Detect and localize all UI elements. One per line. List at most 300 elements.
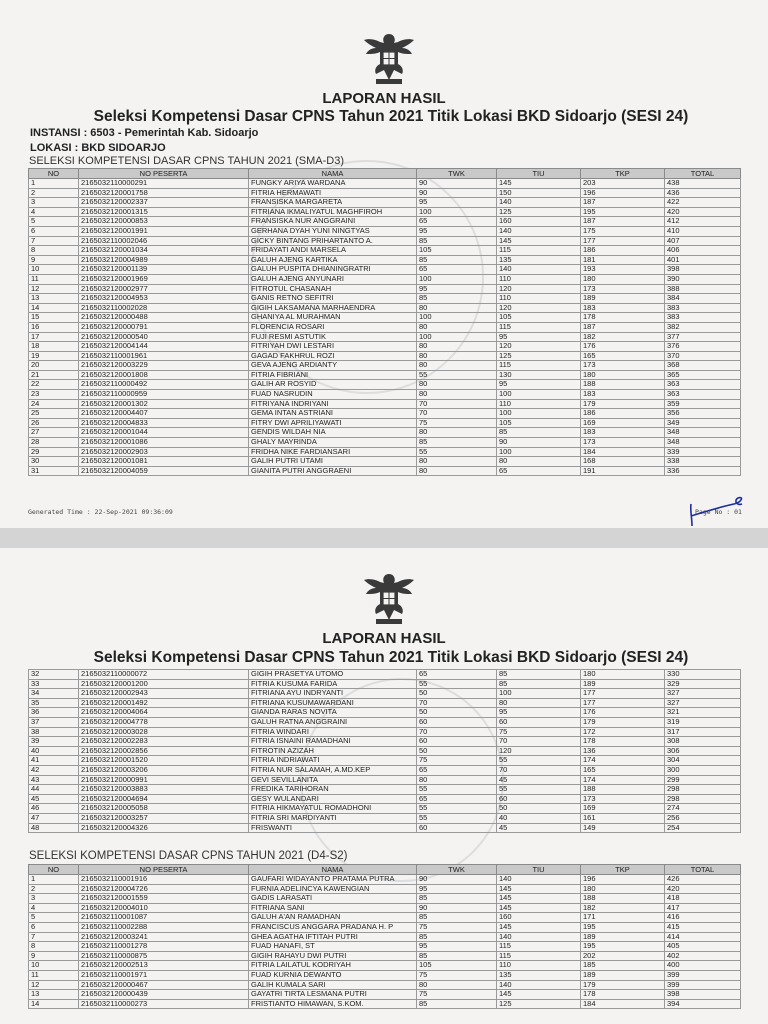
col-header-tkp: TKP bbox=[581, 169, 665, 179]
cell-nama: FITRIA INDRIAWATI bbox=[249, 756, 417, 766]
section-label-sma-d3: SELEKSI KOMPETENSI DASAR CPNS TAHUN 2021 (SMA-D3) bbox=[29, 155, 345, 167]
report-subtitle: Seleksi Kompetensi Dasar CPNS Tahun 2021 Titik Lokasi BKD Sidoarjo (SESI 24) bbox=[93, 649, 689, 666]
cell-no: 32 bbox=[29, 670, 79, 680]
cell-no-peserta: 2165032120002856 bbox=[79, 746, 249, 756]
cell-nama: GALUH AJENG ANYUNARI bbox=[249, 274, 417, 284]
cell-no: 16 bbox=[29, 322, 79, 332]
cell-nama: FUAD KURNIA DEWANTO bbox=[249, 970, 417, 980]
cell-no: 35 bbox=[29, 698, 79, 708]
table-row bbox=[29, 236, 741, 246]
table-row bbox=[29, 361, 741, 371]
table-row bbox=[29, 823, 741, 833]
cell-tkp: 173 bbox=[581, 361, 665, 371]
cell-total: 365 bbox=[665, 370, 741, 380]
cell-no: 46 bbox=[29, 804, 79, 814]
table-row bbox=[29, 775, 741, 785]
cell-tkp: 179 bbox=[581, 980, 665, 990]
cell-tiu: 115 bbox=[497, 942, 581, 952]
cell-nama: GALUH RATNA ANGGRAINI bbox=[249, 717, 417, 727]
cell-total: 399 bbox=[665, 980, 741, 990]
cell-tiu: 140 bbox=[497, 875, 581, 885]
cell-nama: GEMA INTAN ASTRIANI bbox=[249, 409, 417, 419]
cell-nama: GHALY MAYRINDA bbox=[249, 438, 417, 448]
cell-tiu: 130 bbox=[497, 370, 581, 380]
table-row bbox=[29, 765, 741, 775]
cell-no-peserta: 2165032120002943 bbox=[79, 689, 249, 699]
cell-twk: 100 bbox=[417, 207, 497, 217]
cell-nama: GADIS LARASATI bbox=[249, 894, 417, 904]
cell-nama: GIANITA PUTRI ANGGRAENI bbox=[249, 466, 417, 476]
cell-tiu: 145 bbox=[497, 236, 581, 246]
cell-tiu: 150 bbox=[497, 188, 581, 198]
col-header-total: TOTAL bbox=[665, 865, 741, 875]
cell-tiu: 145 bbox=[497, 922, 581, 932]
cell-total: 412 bbox=[665, 217, 741, 227]
cell-no-peserta: 2165032120000439 bbox=[79, 990, 249, 1000]
col-header-tiu: TIU bbox=[497, 865, 581, 875]
cell-total: 426 bbox=[665, 875, 741, 885]
cell-twk: 70 bbox=[417, 727, 497, 737]
table-row bbox=[29, 970, 741, 980]
report-title: LAPORAN HASIL bbox=[322, 90, 446, 107]
cell-total: 336 bbox=[665, 466, 741, 476]
table-row bbox=[29, 980, 741, 990]
cell-no: 6 bbox=[29, 922, 79, 932]
cell-no: 48 bbox=[29, 823, 79, 833]
cell-total: 348 bbox=[665, 428, 741, 438]
cell-tkp: 169 bbox=[581, 418, 665, 428]
cell-nama: FRANSISKA NUR ANGGRAINI bbox=[249, 217, 417, 227]
col-header-no: NO bbox=[29, 169, 79, 179]
cell-twk: 70 bbox=[417, 409, 497, 419]
cell-no: 10 bbox=[29, 961, 79, 971]
cell-no: 8 bbox=[29, 246, 79, 256]
table-row bbox=[29, 708, 741, 718]
cell-no: 19 bbox=[29, 351, 79, 361]
cell-tiu: 115 bbox=[497, 322, 581, 332]
cell-total: 327 bbox=[665, 698, 741, 708]
cell-no: 3 bbox=[29, 894, 79, 904]
cell-no: 23 bbox=[29, 390, 79, 400]
cell-no-peserta: 2165032120000991 bbox=[79, 775, 249, 785]
table-row bbox=[29, 332, 741, 342]
cell-tkp: 173 bbox=[581, 794, 665, 804]
cell-tkp: 165 bbox=[581, 351, 665, 361]
cell-tkp: 171 bbox=[581, 913, 665, 923]
cell-twk: 85 bbox=[417, 255, 497, 265]
table-row bbox=[29, 438, 741, 448]
page-number: Page No : 01 bbox=[695, 508, 742, 516]
cell-twk: 55 bbox=[417, 804, 497, 814]
cell-total: 407 bbox=[665, 236, 741, 246]
cell-no: 1 bbox=[29, 875, 79, 885]
table-row bbox=[29, 399, 741, 409]
cell-twk: 90 bbox=[417, 875, 497, 885]
table-row bbox=[29, 884, 741, 894]
cell-twk: 75 bbox=[417, 756, 497, 766]
cell-nama: GALIH AR ROSYID bbox=[249, 380, 417, 390]
cell-nama: FITROTIN AZIZAH bbox=[249, 746, 417, 756]
cell-total: 321 bbox=[665, 708, 741, 718]
table-row bbox=[29, 961, 741, 971]
table-row bbox=[29, 922, 741, 932]
cell-tkp: 179 bbox=[581, 717, 665, 727]
table-row bbox=[29, 990, 741, 1000]
cell-no-peserta: 2165032110001916 bbox=[79, 875, 249, 885]
cell-no-peserta: 2165032110001278 bbox=[79, 942, 249, 952]
cell-tkp: 182 bbox=[581, 903, 665, 913]
cell-tiu: 145 bbox=[497, 884, 581, 894]
table-row bbox=[29, 698, 741, 708]
cell-no-peserta: 2165032120004407 bbox=[79, 409, 249, 419]
table-row bbox=[29, 727, 741, 737]
cell-total: 390 bbox=[665, 274, 741, 284]
cell-nama: GIANDA RARAS NOVITA bbox=[249, 708, 417, 718]
table-row bbox=[29, 207, 741, 217]
cell-tiu: 60 bbox=[497, 794, 581, 804]
cell-tiu: 145 bbox=[497, 179, 581, 189]
cell-no-peserta: 2165032120004010 bbox=[79, 903, 249, 913]
cell-tkp: 185 bbox=[581, 961, 665, 971]
cell-no-peserta: 2165032120002513 bbox=[79, 961, 249, 971]
cell-total: 319 bbox=[665, 717, 741, 727]
table-row bbox=[29, 188, 741, 198]
cell-no-peserta: 2165032120001492 bbox=[79, 698, 249, 708]
cell-no-peserta: 2165032120002903 bbox=[79, 447, 249, 457]
cell-no-peserta: 2165032120001991 bbox=[79, 226, 249, 236]
cell-no: 29 bbox=[29, 447, 79, 457]
cell-total: 359 bbox=[665, 399, 741, 409]
table-row bbox=[29, 457, 741, 467]
cell-tiu: 45 bbox=[497, 775, 581, 785]
cell-tkp: 149 bbox=[581, 823, 665, 833]
table-row bbox=[29, 679, 741, 689]
generated-time: Generated Time : 22-Sep-2021 09:36:09 bbox=[28, 508, 173, 516]
cell-twk: 60 bbox=[417, 717, 497, 727]
cell-no-peserta: 2165032120004059 bbox=[79, 466, 249, 476]
cell-no: 3 bbox=[29, 198, 79, 208]
table-row bbox=[29, 447, 741, 457]
cell-tiu: 105 bbox=[497, 313, 581, 323]
report-title: LAPORAN HASIL bbox=[322, 630, 446, 647]
cell-tkp: 183 bbox=[581, 390, 665, 400]
table-row bbox=[29, 813, 741, 823]
cell-no: 22 bbox=[29, 380, 79, 390]
cell-tkp: 196 bbox=[581, 188, 665, 198]
cell-no: 6 bbox=[29, 226, 79, 236]
cell-tiu: 65 bbox=[497, 466, 581, 476]
cell-tiu: 50 bbox=[497, 804, 581, 814]
cell-tiu: 125 bbox=[497, 999, 581, 1009]
cell-tkp: 180 bbox=[581, 370, 665, 380]
cell-total: 398 bbox=[665, 265, 741, 275]
cell-nama: GIGIH LAKSAMANA MARHAENDRA bbox=[249, 303, 417, 313]
table-row bbox=[29, 932, 741, 942]
report-page-2 bbox=[0, 548, 768, 1024]
cell-tiu: 145 bbox=[497, 990, 581, 1000]
cell-nama: GALUH A'AN RAMADHAN bbox=[249, 913, 417, 923]
cell-tiu: 140 bbox=[497, 265, 581, 275]
cell-total: 349 bbox=[665, 418, 741, 428]
cell-nama: GALIH PUTRI UTAMI bbox=[249, 457, 417, 467]
cell-tkp: 183 bbox=[581, 303, 665, 313]
table-row bbox=[29, 942, 741, 952]
table-row bbox=[29, 418, 741, 428]
cell-tiu: 85 bbox=[497, 428, 581, 438]
garuda-emblem-icon bbox=[362, 570, 416, 626]
cell-nama: GALUH AJENG KARTIKA bbox=[249, 255, 417, 265]
cell-no-peserta: 2165032110002288 bbox=[79, 922, 249, 932]
cell-twk: 65 bbox=[417, 794, 497, 804]
cell-no-peserta: 2165032120004778 bbox=[79, 717, 249, 727]
cell-tiu: 140 bbox=[497, 226, 581, 236]
cell-tiu: 45 bbox=[497, 823, 581, 833]
cell-nama: GERHANA DYAH YUNI NINGTYAS bbox=[249, 226, 417, 236]
cell-twk: 50 bbox=[417, 708, 497, 718]
cell-twk: 85 bbox=[417, 894, 497, 904]
cell-tiu: 95 bbox=[497, 708, 581, 718]
cell-no-peserta: 2165032120001808 bbox=[79, 370, 249, 380]
cell-no-peserta: 2165032120002283 bbox=[79, 737, 249, 747]
cell-no: 43 bbox=[29, 775, 79, 785]
cell-no-peserta: 2165032120001520 bbox=[79, 756, 249, 766]
cell-nama: GAUFARI WIDAYANTO PRATAMA PUTRA bbox=[249, 875, 417, 885]
cell-no-peserta: 2165032120003206 bbox=[79, 765, 249, 775]
cell-no: 1 bbox=[29, 179, 79, 189]
cell-tkp: 161 bbox=[581, 813, 665, 823]
cell-total: 410 bbox=[665, 226, 741, 236]
cell-total: 363 bbox=[665, 380, 741, 390]
table-row bbox=[29, 689, 741, 699]
cell-nama: FITRIA FIBRIANI bbox=[249, 370, 417, 380]
cell-total: 308 bbox=[665, 737, 741, 747]
lokasi-label: LOKASI : BKD SIDOARJO bbox=[30, 142, 166, 154]
cell-twk: 75 bbox=[417, 922, 497, 932]
cell-tiu: 145 bbox=[497, 903, 581, 913]
cell-total: 299 bbox=[665, 775, 741, 785]
cell-tiu: 95 bbox=[497, 332, 581, 342]
table-row bbox=[29, 380, 741, 390]
cell-tkp: 174 bbox=[581, 775, 665, 785]
cell-total: 304 bbox=[665, 756, 741, 766]
cell-no-peserta: 2165032120002337 bbox=[79, 198, 249, 208]
cell-no: 28 bbox=[29, 438, 79, 448]
cell-tkp: 195 bbox=[581, 207, 665, 217]
cell-twk: 60 bbox=[417, 737, 497, 747]
cell-no-peserta: 2165032110002028 bbox=[79, 303, 249, 313]
cell-nama: GEVI SEVILLANITA bbox=[249, 775, 417, 785]
cell-no: 13 bbox=[29, 990, 79, 1000]
cell-no-peserta: 2165032110001961 bbox=[79, 351, 249, 361]
cell-nama: FITRIANA AYU INDRYANTI bbox=[249, 689, 417, 699]
cell-nama: GHEA AGATHA IFTITAH PUTRI bbox=[249, 932, 417, 942]
cell-no: 41 bbox=[29, 756, 79, 766]
cell-twk: 55 bbox=[417, 813, 497, 823]
cell-tkp: 179 bbox=[581, 399, 665, 409]
cell-tiu: 125 bbox=[497, 207, 581, 217]
table-row bbox=[29, 999, 741, 1009]
cell-tkp: 180 bbox=[581, 274, 665, 284]
cell-tkp: 202 bbox=[581, 951, 665, 961]
cell-tkp: 189 bbox=[581, 932, 665, 942]
table-row bbox=[29, 466, 741, 476]
cell-twk: 100 bbox=[417, 332, 497, 342]
cell-nama: GAGAD FAKHRUL ROZI bbox=[249, 351, 417, 361]
cell-total: 348 bbox=[665, 438, 741, 448]
table-row bbox=[29, 226, 741, 236]
cell-tiu: 80 bbox=[497, 698, 581, 708]
col-header-nama: NAMA bbox=[249, 865, 417, 875]
cell-twk: 50 bbox=[417, 689, 497, 699]
cell-tkp: 178 bbox=[581, 737, 665, 747]
cell-no-peserta: 2165032110000959 bbox=[79, 390, 249, 400]
cell-twk: 75 bbox=[417, 970, 497, 980]
cell-tiu: 135 bbox=[497, 255, 581, 265]
cell-no: 12 bbox=[29, 980, 79, 990]
cell-tkp: 180 bbox=[581, 670, 665, 680]
cell-tkp: 187 bbox=[581, 198, 665, 208]
cell-nama: FITRIA ISNAINI RAMADHANI bbox=[249, 737, 417, 747]
cell-twk: 75 bbox=[417, 990, 497, 1000]
cell-no-peserta: 2165032110000072 bbox=[79, 670, 249, 680]
cell-total: 394 bbox=[665, 999, 741, 1009]
cell-total: 400 bbox=[665, 961, 741, 971]
cell-tiu: 160 bbox=[497, 913, 581, 923]
table-row bbox=[29, 804, 741, 814]
col-header-tiu: TIU bbox=[497, 169, 581, 179]
cell-tkp: 195 bbox=[581, 922, 665, 932]
table-row bbox=[29, 370, 741, 380]
cell-no: 26 bbox=[29, 418, 79, 428]
cell-total: 422 bbox=[665, 198, 741, 208]
cell-nama: FITRIANA KUSUMAWARDANI bbox=[249, 698, 417, 708]
cell-no-peserta: 2165032120001969 bbox=[79, 274, 249, 284]
cell-total: 416 bbox=[665, 913, 741, 923]
cell-no-peserta: 2165032110001087 bbox=[79, 913, 249, 923]
cell-no: 17 bbox=[29, 332, 79, 342]
cell-total: 256 bbox=[665, 813, 741, 823]
cell-twk: 80 bbox=[417, 380, 497, 390]
cell-twk: 50 bbox=[417, 746, 497, 756]
cell-nama: FITRIA WINDARI bbox=[249, 727, 417, 737]
cell-total: 401 bbox=[665, 255, 741, 265]
cell-no-peserta: 2165032120005058 bbox=[79, 804, 249, 814]
cell-no-peserta: 2165032120004694 bbox=[79, 794, 249, 804]
instansi-label: INSTANSI : 6503 - Pemerintah Kab. Sidoarjo bbox=[30, 127, 259, 139]
cell-total: 398 bbox=[665, 990, 741, 1000]
cell-no: 4 bbox=[29, 903, 79, 913]
cell-twk: 105 bbox=[417, 961, 497, 971]
table-row bbox=[29, 409, 741, 419]
col-header-nama: NAMA bbox=[249, 169, 417, 179]
cell-nama: FRIDAYATI ANDI MARSELA bbox=[249, 246, 417, 256]
cell-no-peserta: 2165032120004833 bbox=[79, 418, 249, 428]
cell-twk: 80 bbox=[417, 322, 497, 332]
cell-nama: GHANIYA AL MURAHMAN bbox=[249, 313, 417, 323]
cell-tkp: 168 bbox=[581, 457, 665, 467]
cell-twk: 80 bbox=[417, 303, 497, 313]
cell-tiu: 100 bbox=[497, 390, 581, 400]
cell-twk: 65 bbox=[417, 217, 497, 227]
cell-no-peserta: 2165032120000467 bbox=[79, 980, 249, 990]
cell-no: 39 bbox=[29, 737, 79, 747]
cell-nama: FUAD NASRUDIN bbox=[249, 390, 417, 400]
cell-nama: GESY WULANDARI bbox=[249, 794, 417, 804]
cell-twk: 80 bbox=[417, 361, 497, 371]
cell-total: 327 bbox=[665, 689, 741, 699]
cell-no: 2 bbox=[29, 188, 79, 198]
report-subtitle: Seleksi Kompetensi Dasar CPNS Tahun 2021 Titik Lokasi BKD Sidoarjo (SESI 24) bbox=[93, 108, 689, 125]
cell-nama: FLORENCIA ROSARI bbox=[249, 322, 417, 332]
cell-twk: 100 bbox=[417, 313, 497, 323]
cell-no: 5 bbox=[29, 217, 79, 227]
col-header-tkp: TKP bbox=[581, 865, 665, 875]
cell-twk: 95 bbox=[417, 884, 497, 894]
results-table-d4-s2 bbox=[28, 864, 741, 1009]
cell-tiu: 110 bbox=[497, 961, 581, 971]
cell-tiu: 85 bbox=[497, 679, 581, 689]
cell-no: 25 bbox=[29, 409, 79, 419]
cell-no-peserta: 2165032120004953 bbox=[79, 294, 249, 304]
cell-no: 44 bbox=[29, 785, 79, 795]
cell-tkp: 189 bbox=[581, 294, 665, 304]
cell-twk: 95 bbox=[417, 284, 497, 294]
cell-total: 274 bbox=[665, 804, 741, 814]
cell-total: 414 bbox=[665, 932, 741, 942]
cell-twk: 55 bbox=[417, 679, 497, 689]
cell-twk: 80 bbox=[417, 980, 497, 990]
table-row bbox=[29, 951, 741, 961]
cell-tiu: 115 bbox=[497, 246, 581, 256]
cell-tiu: 120 bbox=[497, 746, 581, 756]
cell-twk: 55 bbox=[417, 447, 497, 457]
cell-twk: 70 bbox=[417, 698, 497, 708]
cell-tiu: 160 bbox=[497, 217, 581, 227]
cell-no: 4 bbox=[29, 207, 79, 217]
cell-tkp: 193 bbox=[581, 265, 665, 275]
table-row bbox=[29, 737, 741, 747]
cell-no-peserta: 2165032120004326 bbox=[79, 823, 249, 833]
cell-no-peserta: 2165032120004064 bbox=[79, 708, 249, 718]
cell-tkp: 187 bbox=[581, 322, 665, 332]
cell-nama: FUNGKY ARIYA WARDANA bbox=[249, 179, 417, 189]
cell-tkp: 176 bbox=[581, 708, 665, 718]
col-header-no-peserta: NO PESERTA bbox=[79, 169, 249, 179]
cell-no: 12 bbox=[29, 284, 79, 294]
cell-tiu: 145 bbox=[497, 894, 581, 904]
cell-total: 298 bbox=[665, 794, 741, 804]
cell-twk: 80 bbox=[417, 390, 497, 400]
cell-total: 383 bbox=[665, 303, 741, 313]
cell-no-peserta: 2165032120004989 bbox=[79, 255, 249, 265]
cell-no: 36 bbox=[29, 708, 79, 718]
cell-tkp: 187 bbox=[581, 217, 665, 227]
cell-no: 27 bbox=[29, 428, 79, 438]
cell-nama: FITRIYANA INDRIYANI bbox=[249, 399, 417, 409]
cell-no-peserta: 2165032110000291 bbox=[79, 179, 249, 189]
cell-tiu: 85 bbox=[497, 670, 581, 680]
cell-twk: 95 bbox=[417, 198, 497, 208]
cell-tiu: 60 bbox=[497, 717, 581, 727]
cell-total: 306 bbox=[665, 746, 741, 756]
cell-twk: 65 bbox=[417, 265, 497, 275]
cell-tiu: 125 bbox=[497, 351, 581, 361]
cell-nama: GALIH KUMALA SARI bbox=[249, 980, 417, 990]
cell-no: 7 bbox=[29, 236, 79, 246]
cell-no-peserta: 2165032120001044 bbox=[79, 428, 249, 438]
cell-twk: 85 bbox=[417, 236, 497, 246]
cell-nama: FUJI RESMI ASTUTIK bbox=[249, 332, 417, 342]
